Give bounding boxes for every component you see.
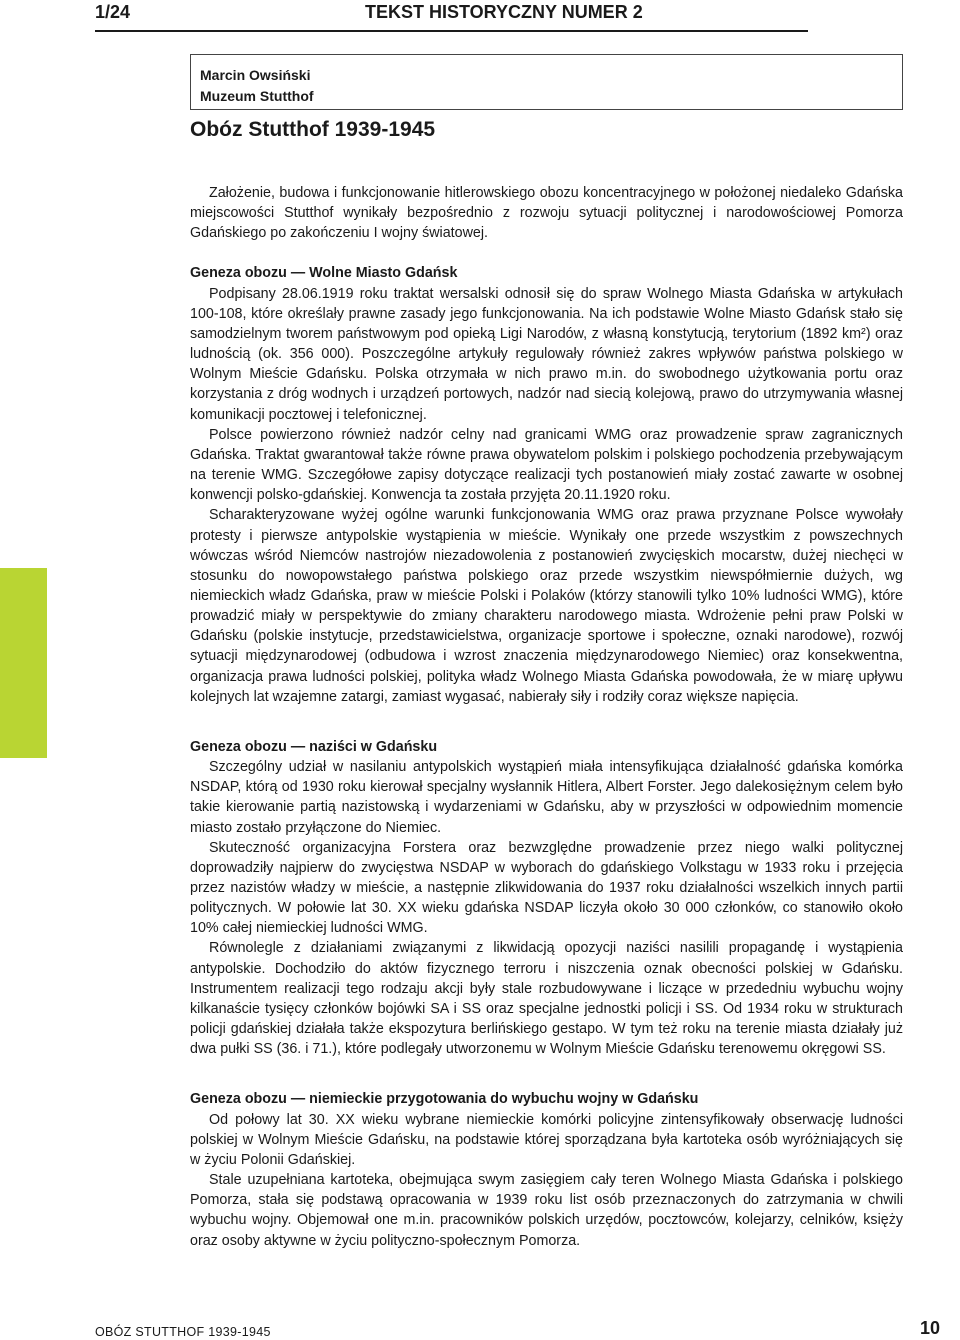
document-title: Obóz Stutthof 1939-1945: [190, 118, 436, 141]
paragraph: Równolegle z działaniami związanymi z likwidacją opozycji naziści nasilili propagandę i wystąpienia antypolskie. Dochodziło do aktów fizycznego terroru i niszczenia oznak obecności polskiej w Gdańsku. Instrumentem realizacji tego rodzaju akcji były stale rozbudowywane i liczące w przededniu wybuchu wojny kilkanaście tysięcy członków bojówki SA i SS oraz specjalne jednostki policji i SS. Od 1934 roku w strukturach policji gdańskiej działała także ekspozytura berlińskiego gestapo. W tym też roku na terenie miasta działały już dwa pułki SS (36. i 71.), które podlegały utworzonemu w Wolnym Mieście Gdańsku terenowemu okręgowi SS.: [190, 940, 903, 1058]
footer-page-number: 10: [919, 1318, 940, 1338]
footer-title: OBÓZ STUTTHOF 1939-1945: [95, 1325, 271, 1339]
author-name: Marcin Owsiński: [200, 67, 311, 83]
page-counter: 1/24: [95, 2, 131, 22]
paragraph: Podpisany 28.06.1919 roku traktat wersalski odnosił się do spraw Wolnego Miasta Gdańska w artykułach 100-108, które określały prawne zasady jego funkcjonowania. Na ich podstawie Wolne Miasto Gdańsk stało się samodzielnym tworem państwowym pod opieką Ligi Narodów, z własną konstytucją, terytorium (1892 km²) oraz ludnością (ok. 356 000). Poszczególne artykuły regulowały również zakres wpływów państwa polskiego w Wolnym Mieście Gdańsku. Polska otrzymała w nich prawo m.in. do swobodnego użytkowania portu oraz korzystania z dróg wodnych i urządzeń portowych, nadzór nad siecią kolejową, prawo do utrzymywania własnej komunikacji pocztowej i telefonicznej.: [190, 285, 903, 423]
author-box: [190, 54, 903, 110]
intro-paragraph: Założenie, budowa i funkcjonowanie hitlerowskiego obozu koncentracyjnego w położonej niedaleko Gdańska miejscowości Stutthof wynikały bezpośrednio z rozwoju sytuacji politycznej i narodowościowej Pomorza Gdańskiego po zakończeniu I wojny światowej.: [190, 185, 903, 242]
paragraph: Stale uzupełniana kartoteka, obejmująca swym zasięgiem cały teren Wolnego Miasta Gdańska i polskiego Pomorza, stała się podstawą opracowania w 1939 roku list osób przeznaczonych do zatrzymania w chwili wybuchu wojny. Objemował one m.in. pracowników polskich urzędów, pocztowców, kolejarzy, celników, księży oraz osoby aktywne w życiu polityczno-społecznym Pomorza.: [190, 1172, 903, 1249]
accent-bar: [0, 568, 47, 758]
section-heading: Geneza obozu — Wolne Miasto Gdańsk: [190, 265, 458, 282]
paragraph: Od połowy lat 30. XX wieku wybrane niemieckie komórki policyjne zintensyfikowały obserwację ludności polskiej w Wolnym Mieście Gdańsku, na podstawie której sporządzana była kartoteka osób wyróżniających się w życiu Polonii Gdańskiej.: [190, 1111, 903, 1168]
document-body: [190, 183, 903, 1251]
paragraph: Scharakteryzowane wyżej ogólne warunki funkcjonowania WMG oraz prawa przyznane Polsce wywołały protesty i pierwsze antypolskie wystąpienia w mieście. Wynikały one przede wszystkim z powszechnych wówczas wśród Niemców nastrojów niezadowolenia z postanowień zwycięskich mocarstw, dużej niechęci w stosunku do nowopowstałego państwa polskiego oraz przede wszystkim niewspółmiernie dużych, wg niemieckich władz Gdańska, praw w mieście Polski i Polaków (którzy stanowili tylko 10% ludności WMG), które prowadzić miały w perspektywie do zmiany charakteru narodowego miasta. Wdrożenie pełni praw Polski w Gdańsku (polskie instytucje, przedstawicielstwa, organizacje sportowe i społeczne, oznaki narodowe), rozwój sytuacji międzynarodowej (odbudowa i wzrost znaczenia międzynarodowego Niemiec) oraz konsekwentna, organizacja prawa ludności polskiej, polityka władz Wolnego Miasta Gdańska powodowała, że w miarę upływu kolejnych lat wzajemne zatargi, zamiast wygasać, nabierały siły i rodziły coraz większe napięcia.: [190, 507, 903, 705]
page-header: [95, 0, 808, 32]
paragraph: Szczególny udział w nasilaniu antypolskich wystąpień miała intensyfikująca działalność gdańska komórka NSDAP, którą od 1930 roku kierował specjalny wysłannik Hitlera, Albert Forster. Jego dalekosiężnym celem było takie kierowanie partią nazistowską i wydarzeniami w Gdańsku, aby w przyszłości w odpowiednim momencie miasto zostało przyłączone do Niemiec.: [190, 759, 903, 836]
paragraph: Polsce powierzono również nadzór celny nad granicami WMG oraz prowadzenie spraw zagranicznych Gdańska. Traktat gwarantował także równe prawa obywatelom polskim i polskiego pochodzenia przebywającym na terenie WMG. Szczegółowe zapisy dotyczące realizacji tych postanowień miały zostać zawarte w osobnej konwencji polsko-gdańskiej. Konwencja ta została przyjęta 20.11.1920 roku.: [190, 426, 903, 504]
section-heading: Geneza obozu — niemieckie przygotowania do wybuchu wojny w Gdańsku: [190, 1091, 699, 1108]
running-title: TEKST HISTORYCZNY NUMER 2: [365, 2, 643, 22]
section-heading: Geneza obozu — naziści w Gdańsku: [190, 738, 438, 755]
author-institution: Muzeum Stutthof: [200, 88, 314, 104]
paragraph: Skuteczność organizacyjna Forstera oraz bezwzględne prowadzenie przez niego walki politycznej doprowadziły najpierw do zwycięstwa NSDAP w wyborach do gdańskiego Volkstagu w 1933 roku i przejęcia przez nazistów władzy w mieście, a następnie zlikwidowania do 1937 roku działalności wszelkich innych partii politycznych. W połowie lat 30. XX wieku gdańska NSDAP liczyła około 30 000 członków, co stanowiło około 10% całej niemieckiej ludności WMG.: [190, 839, 903, 937]
